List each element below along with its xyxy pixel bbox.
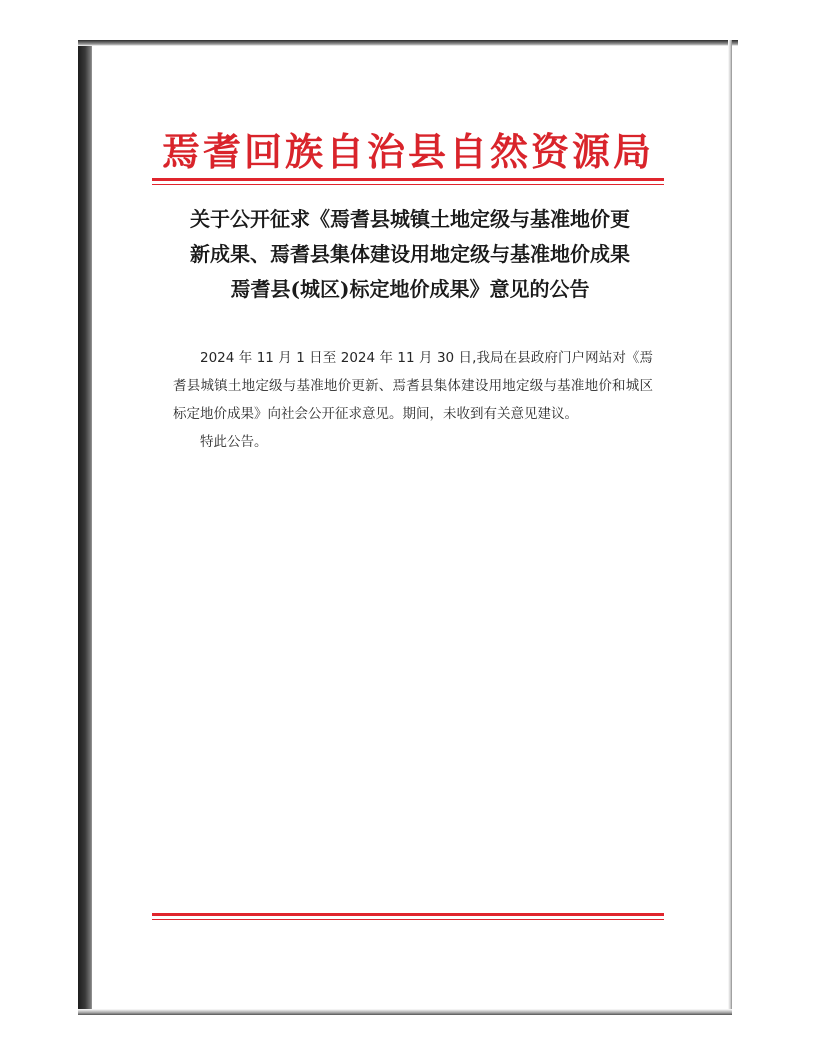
footer-red-rule-thin bbox=[152, 919, 664, 920]
closing-line: 特此公告。 bbox=[200, 434, 268, 450]
notice-title-line-3: 焉耆县(城区)标定地价成果》意见的公告 bbox=[230, 277, 590, 301]
body-paragraph: 2024 年 11 月 1 日至 2024 年 11 月 30 日,我局在县政府门户网站对《焉耆县城镇土地定级与基准地价更新、焉耆县集体建设用地定级与基准地价和城区标定地价成果》向社会公开征求意见。期间，未收到有关意见建议。 bbox=[173, 350, 653, 422]
notice-title bbox=[160, 202, 660, 307]
footer-red-rule-thick bbox=[152, 913, 664, 916]
issuing-authority-header: 焉耆回族自治县自然资源局 bbox=[161, 129, 654, 174]
paper-sheet bbox=[92, 46, 728, 1009]
notice-title-line-1: 关于公开征求《焉耆县城镇土地定级与基准地价更 bbox=[190, 207, 630, 231]
scan-edge-bottom bbox=[78, 1009, 732, 1015]
notice-title-line-2: 新成果、焉耆县集体建设用地定级与基准地价成果 bbox=[190, 242, 630, 266]
notice-body bbox=[173, 344, 653, 456]
scan-edge-right bbox=[728, 40, 732, 1015]
header-red-rule-thin bbox=[152, 184, 664, 185]
header-red-rule-thick bbox=[152, 178, 664, 181]
